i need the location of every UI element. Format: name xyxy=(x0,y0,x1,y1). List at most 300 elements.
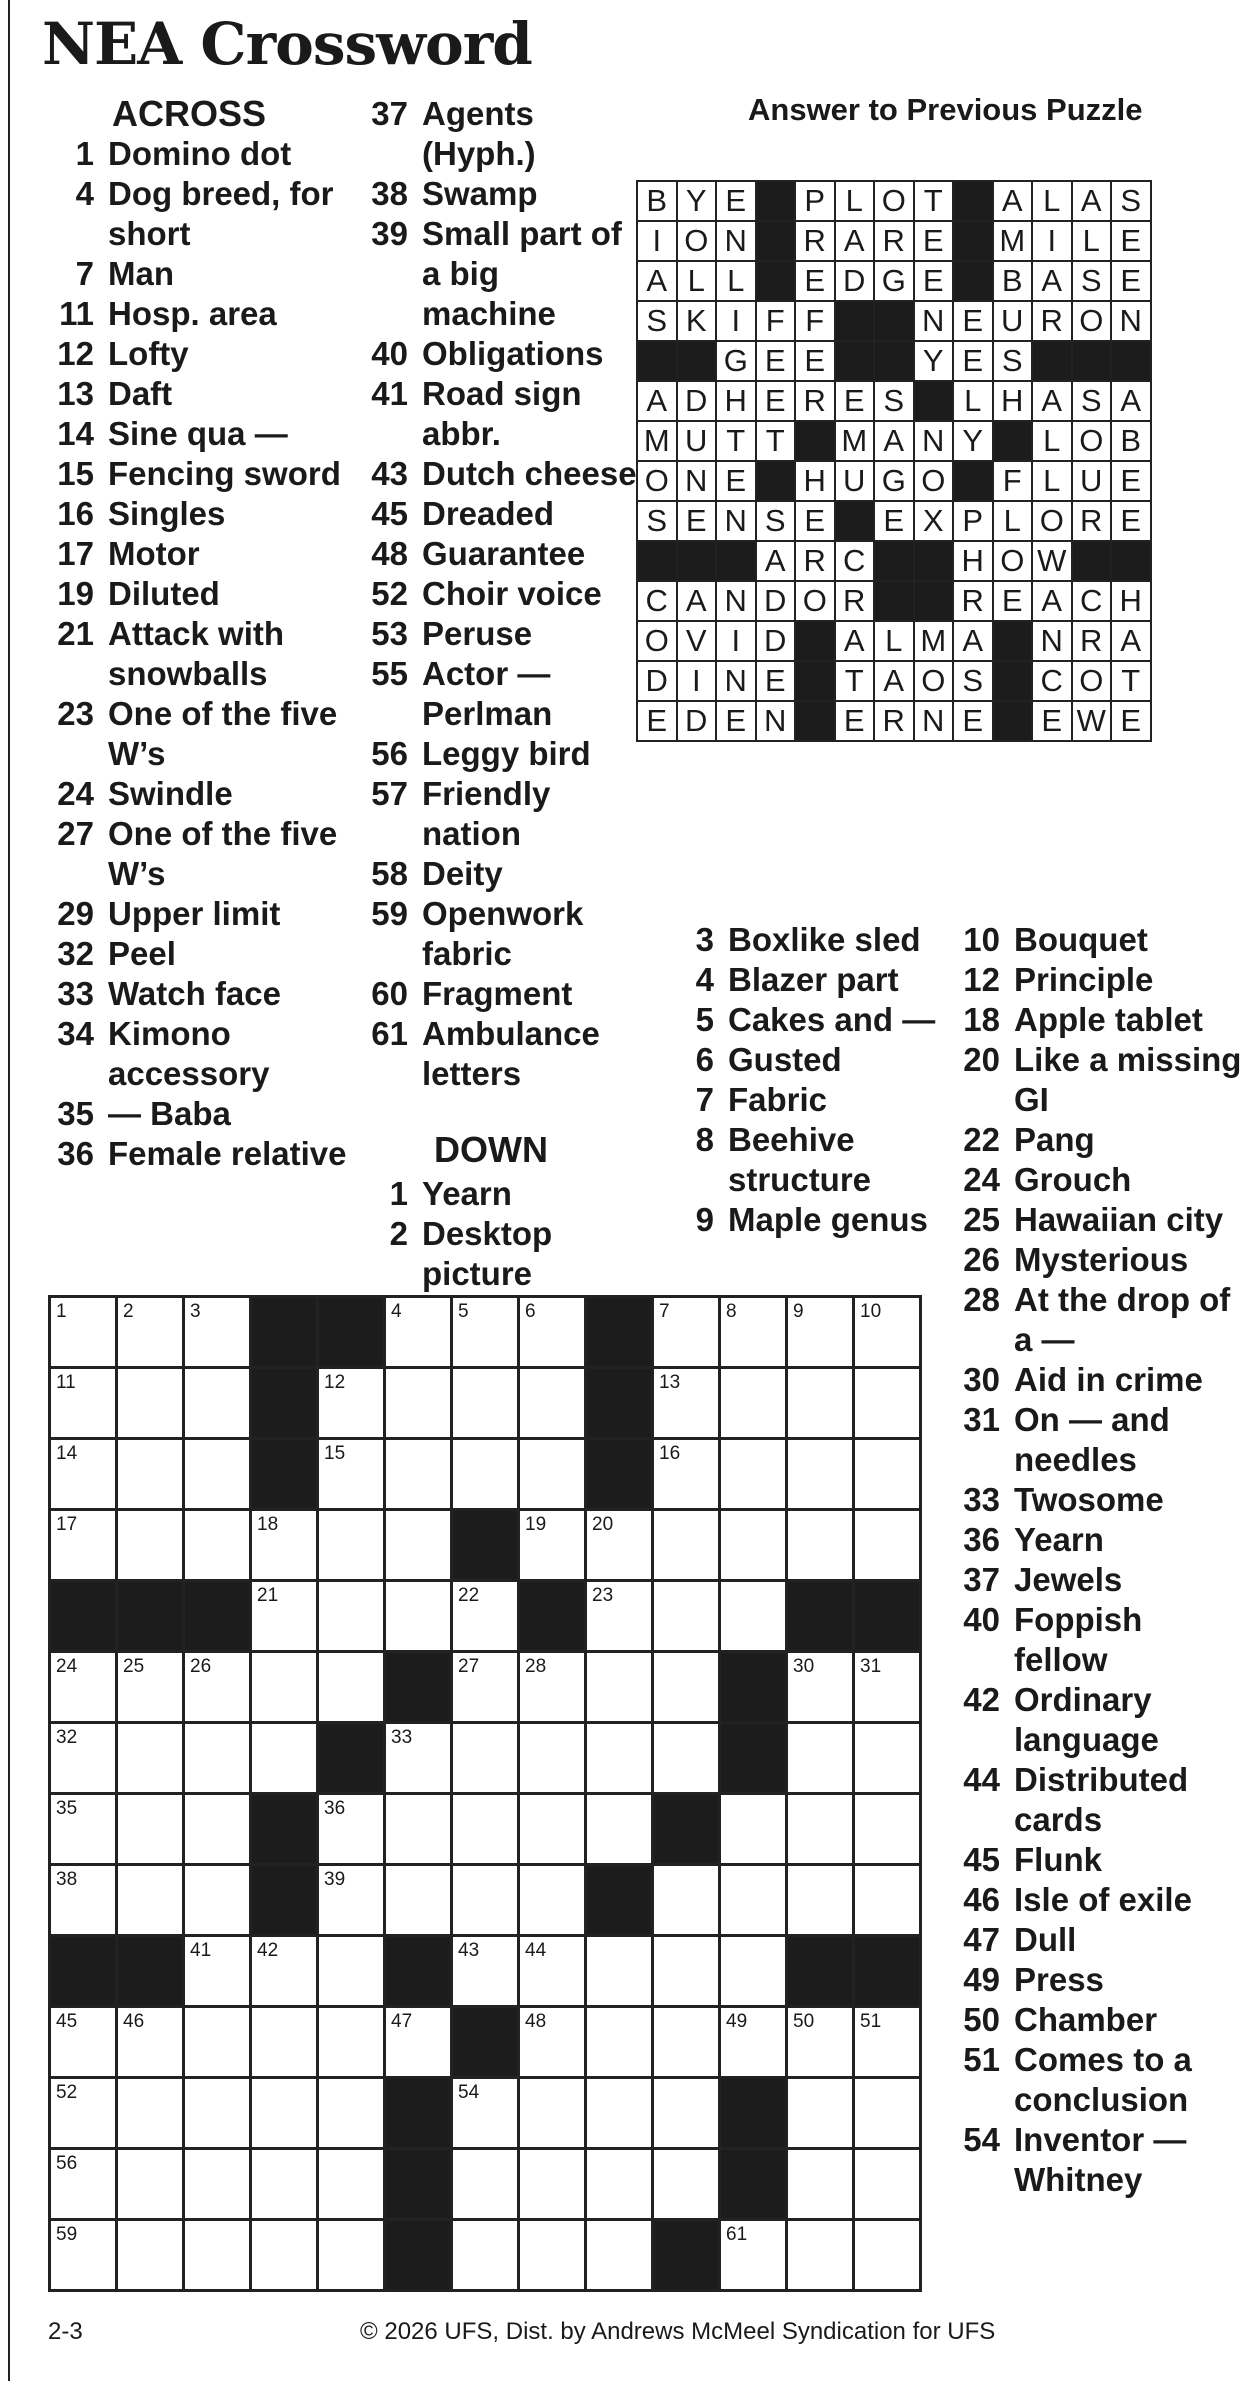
clue-item xyxy=(954,1560,1244,1600)
grid-cell[interactable] xyxy=(453,1724,520,1795)
clue-number: 6 xyxy=(695,1041,714,1078)
clue-number: 53 xyxy=(371,615,408,652)
grid-cell[interactable] xyxy=(51,1724,118,1795)
grid-cell[interactable] xyxy=(721,1866,788,1937)
grid-cell[interactable] xyxy=(51,1369,118,1440)
grid-cell[interactable] xyxy=(453,1653,520,1724)
grid-cell[interactable] xyxy=(855,1866,922,1937)
grid-cell[interactable] xyxy=(252,1937,319,2008)
grid-cell[interactable] xyxy=(185,1937,252,2008)
answer-letter-cell: C xyxy=(1073,582,1113,622)
clue-item xyxy=(358,214,638,334)
answer-letter-cell: Y xyxy=(915,342,955,382)
grid-cell[interactable] xyxy=(587,2221,654,2292)
grid-cell[interactable] xyxy=(587,2008,654,2079)
grid-row xyxy=(51,1866,922,1937)
cell-number: 61 xyxy=(726,2224,748,2245)
answer-letter-cell: E xyxy=(1112,702,1152,742)
grid-cell[interactable] xyxy=(788,1511,855,1582)
clue-text: Fencing sword xyxy=(108,455,341,492)
grid-cell[interactable] xyxy=(788,1440,855,1511)
answer-black-cell xyxy=(915,382,955,422)
clue-text: Guarantee xyxy=(422,535,586,572)
grid-cell[interactable] xyxy=(587,1582,654,1653)
answer-letter-cell: A xyxy=(1033,582,1073,622)
answer-black-cell xyxy=(875,342,915,382)
grid-cell[interactable] xyxy=(855,1440,922,1511)
answer-letter-cell: A xyxy=(836,222,876,262)
grid-cell[interactable] xyxy=(118,1298,185,1369)
clue-text: Mysterious xyxy=(1014,1241,1189,1278)
clue-item xyxy=(40,1134,350,1174)
grid-cell[interactable] xyxy=(788,1369,855,1440)
grid-cell[interactable] xyxy=(252,1582,319,1653)
clue-text: Chamber xyxy=(1014,2001,1158,2038)
clue-number: 23 xyxy=(57,695,94,732)
clue-number: 24 xyxy=(963,1161,1000,1198)
answer-black-cell xyxy=(836,342,876,382)
answer-black-cell xyxy=(1112,542,1152,582)
grid-cell[interactable] xyxy=(319,1653,386,1724)
grid-cell[interactable] xyxy=(520,1369,587,1440)
grid-cell[interactable] xyxy=(319,1866,386,1937)
answer-letter-cell: E xyxy=(796,342,836,382)
grid-cell[interactable] xyxy=(654,1653,721,1724)
clue-text: Comes to a conclusion xyxy=(1014,2041,1192,2118)
answer-letter-cell: N xyxy=(915,302,955,342)
cell-number: 21 xyxy=(257,1585,279,1606)
clue-item xyxy=(40,454,350,494)
grid-cell[interactable] xyxy=(453,1440,520,1511)
clue-item xyxy=(954,1280,1244,1360)
grid-cell[interactable] xyxy=(788,2008,855,2079)
answer-row xyxy=(638,222,1152,262)
grid-cell[interactable] xyxy=(587,2150,654,2221)
clue-item xyxy=(954,1120,1244,1160)
answer-black-cell xyxy=(915,542,955,582)
clue-item xyxy=(954,1400,1244,1480)
answer-letter-cell: R xyxy=(1033,302,1073,342)
cell-number: 44 xyxy=(525,1940,547,1961)
grid-cell[interactable] xyxy=(319,1582,386,1653)
clue-text: Domino dot xyxy=(108,135,292,172)
clue-item xyxy=(40,614,350,694)
clue-number: 61 xyxy=(371,1015,408,1052)
answer-letter-cell: A xyxy=(638,262,678,302)
clue-item xyxy=(358,574,638,614)
answer-letter-cell: T xyxy=(717,422,757,462)
grid-cell[interactable] xyxy=(51,1511,118,1582)
clue-number: 22 xyxy=(963,1121,1000,1158)
grid-cell[interactable] xyxy=(118,1866,185,1937)
answer-black-cell xyxy=(678,342,718,382)
grid-cell[interactable] xyxy=(386,1369,453,1440)
grid-cell[interactable] xyxy=(453,1298,520,1369)
grid-cell[interactable] xyxy=(721,1298,788,1369)
clue-number: 16 xyxy=(57,495,94,532)
grid-cell[interactable] xyxy=(453,1937,520,2008)
black-square xyxy=(788,1937,855,2008)
cell-number: 20 xyxy=(592,1514,614,1535)
grid-cell[interactable] xyxy=(51,1298,118,1369)
grid-cell[interactable] xyxy=(118,1795,185,1866)
grid-cell[interactable] xyxy=(319,2221,386,2292)
grid-cell[interactable] xyxy=(520,1866,587,1937)
grid-cell[interactable] xyxy=(453,2079,520,2150)
grid-cell[interactable] xyxy=(520,1937,587,2008)
grid-cell[interactable] xyxy=(118,1724,185,1795)
clue-item xyxy=(40,694,350,774)
grid-cell[interactable] xyxy=(587,2079,654,2150)
grid-cell[interactable] xyxy=(252,2008,319,2079)
grid-cell[interactable] xyxy=(51,2221,118,2292)
grid-cell[interactable] xyxy=(118,2150,185,2221)
cell-number: 28 xyxy=(525,1656,547,1677)
cell-number: 46 xyxy=(123,2011,145,2032)
grid-cell[interactable] xyxy=(654,1724,721,1795)
grid-cell[interactable] xyxy=(587,1795,654,1866)
left-rule xyxy=(8,0,10,2381)
clue-item xyxy=(358,894,638,974)
answer-black-cell xyxy=(954,182,994,222)
clue-item xyxy=(358,534,638,574)
grid-cell[interactable] xyxy=(118,1653,185,1724)
grid-cell[interactable] xyxy=(185,2079,252,2150)
answer-letter-cell: R xyxy=(875,222,915,262)
grid-cell[interactable] xyxy=(319,2008,386,2079)
grid-cell[interactable] xyxy=(788,1866,855,1937)
answer-letter-cell: H xyxy=(1112,582,1152,622)
answer-letter-cell: X xyxy=(915,502,955,542)
answer-row xyxy=(638,462,1152,502)
answer-letter-cell: O xyxy=(875,182,915,222)
clue-item xyxy=(660,920,950,960)
grid-cell[interactable] xyxy=(855,1795,922,1866)
grid-cell[interactable] xyxy=(721,2008,788,2079)
grid-row xyxy=(51,1653,922,1724)
black-square xyxy=(386,1937,453,2008)
answer-letter-cell: S xyxy=(757,502,797,542)
answer-letter-cell: H xyxy=(717,382,757,422)
grid-cell[interactable] xyxy=(252,2150,319,2221)
clue-text: Hosp. area xyxy=(108,295,277,332)
clue-text: Dull xyxy=(1014,1921,1077,1958)
grid-cell[interactable] xyxy=(252,2079,319,2150)
answer-letter-cell: E xyxy=(836,702,876,742)
clue-item xyxy=(954,1880,1244,1920)
black-square xyxy=(386,2150,453,2221)
grid-cell[interactable] xyxy=(319,1440,386,1511)
grid-cell[interactable] xyxy=(118,2221,185,2292)
clue-text: On — and needles xyxy=(1014,1401,1170,1478)
black-square xyxy=(788,1582,855,1653)
cell-number: 22 xyxy=(458,1585,480,1606)
grid-cell[interactable] xyxy=(386,1298,453,1369)
grid-cell[interactable] xyxy=(654,1866,721,1937)
grid-cell[interactable] xyxy=(51,2150,118,2221)
grid-cell[interactable] xyxy=(118,2008,185,2079)
grid-cell[interactable] xyxy=(252,1724,319,1795)
grid-cell[interactable] xyxy=(252,1511,319,1582)
grid-cell[interactable] xyxy=(185,1298,252,1369)
grid-cell[interactable] xyxy=(118,2079,185,2150)
clue-item xyxy=(40,534,350,574)
answer-letter-cell: L xyxy=(836,182,876,222)
grid-cell[interactable] xyxy=(319,1795,386,1866)
clue-item xyxy=(954,2040,1244,2120)
grid-cell[interactable] xyxy=(587,1511,654,1582)
answer-letter-cell: W xyxy=(1073,702,1113,742)
grid-cell[interactable] xyxy=(520,2008,587,2079)
grid-cell[interactable] xyxy=(520,2079,587,2150)
cell-number: 3 xyxy=(190,1301,201,1322)
grid-cell[interactable] xyxy=(453,1369,520,1440)
grid-cell[interactable] xyxy=(654,1369,721,1440)
grid-cell[interactable] xyxy=(654,2008,721,2079)
grid-cell[interactable] xyxy=(520,1511,587,1582)
grid-cell[interactable] xyxy=(118,1511,185,1582)
clue-text: — Baba xyxy=(108,1095,231,1132)
answer-row xyxy=(638,702,1152,742)
grid-cell[interactable] xyxy=(721,1440,788,1511)
clue-text: Aid in crime xyxy=(1014,1361,1203,1398)
answer-letter-cell: G xyxy=(875,462,915,502)
grid-cell[interactable] xyxy=(587,1724,654,1795)
grid-cell[interactable] xyxy=(855,2008,922,2079)
grid-cell[interactable] xyxy=(520,2150,587,2221)
answer-black-cell xyxy=(796,702,836,742)
down-column-3 xyxy=(954,920,1244,2200)
grid-cell[interactable] xyxy=(453,1866,520,1937)
grid-cell[interactable] xyxy=(587,1653,654,1724)
grid-cell[interactable] xyxy=(855,2079,922,2150)
grid-cell[interactable] xyxy=(185,1724,252,1795)
cell-number: 41 xyxy=(190,1940,212,1961)
grid-cell[interactable] xyxy=(721,1937,788,2008)
grid-cell[interactable] xyxy=(654,1582,721,1653)
cell-number: 56 xyxy=(56,2153,78,2174)
clue-text: At the drop of a — xyxy=(1014,1281,1231,1358)
cell-number: 18 xyxy=(257,1514,279,1535)
answer-letter-cell: E xyxy=(757,382,797,422)
clue-text: Ordinary language xyxy=(1014,1681,1159,1758)
clue-item xyxy=(40,934,350,974)
grid-cell[interactable] xyxy=(788,1795,855,1866)
clue-item xyxy=(660,1200,950,1240)
clue-number: 40 xyxy=(371,335,408,372)
grid-row xyxy=(51,1511,922,1582)
grid-cell[interactable] xyxy=(654,1298,721,1369)
grid-cell[interactable] xyxy=(453,2221,520,2292)
answer-letter-cell: Y xyxy=(954,422,994,462)
black-square xyxy=(51,1937,118,2008)
clue-number: 20 xyxy=(963,1041,1000,1078)
grid-cell[interactable] xyxy=(386,1795,453,1866)
clue-number: 27 xyxy=(57,815,94,852)
grid-cell[interactable] xyxy=(185,1369,252,1440)
grid-cell[interactable] xyxy=(520,1795,587,1866)
grid-cell[interactable] xyxy=(520,1653,587,1724)
grid-cell[interactable] xyxy=(386,1511,453,1582)
answer-letter-cell: A xyxy=(994,182,1034,222)
grid-cell[interactable] xyxy=(386,1724,453,1795)
answer-letter-cell: R xyxy=(1073,502,1113,542)
clue-number: 33 xyxy=(963,1481,1000,1518)
answer-letter-cell: N xyxy=(1112,302,1152,342)
grid-cell[interactable] xyxy=(386,1866,453,1937)
grid-cell[interactable] xyxy=(654,1937,721,2008)
cell-number: 59 xyxy=(56,2224,78,2245)
answer-letter-cell: L xyxy=(994,502,1034,542)
grid-cell[interactable] xyxy=(252,2221,319,2292)
grid-cell[interactable] xyxy=(51,1653,118,1724)
answer-letter-cell: D xyxy=(836,262,876,302)
cell-number: 19 xyxy=(525,1514,547,1535)
grid-cell[interactable] xyxy=(855,1298,922,1369)
grid-cell[interactable] xyxy=(520,1298,587,1369)
answer-black-cell xyxy=(796,622,836,662)
answer-letter-cell: T xyxy=(757,422,797,462)
grid-cell[interactable] xyxy=(520,1724,587,1795)
grid-cell[interactable] xyxy=(788,2150,855,2221)
grid-cell[interactable] xyxy=(51,1866,118,1937)
grid-cell[interactable] xyxy=(51,1795,118,1866)
grid-cell[interactable] xyxy=(788,2079,855,2150)
grid-cell[interactable] xyxy=(118,1369,185,1440)
grid-cell[interactable] xyxy=(721,1369,788,1440)
black-square xyxy=(118,1937,185,2008)
clue-number: 36 xyxy=(963,1521,1000,1558)
grid-cell[interactable] xyxy=(51,2079,118,2150)
answer-letter-cell: M xyxy=(994,222,1034,262)
answer-black-cell xyxy=(1073,342,1113,382)
answer-letter-cell: K xyxy=(678,302,718,342)
grid-cell[interactable] xyxy=(453,2150,520,2221)
grid-cell[interactable] xyxy=(855,1511,922,1582)
clue-item xyxy=(40,894,350,934)
grid-cell[interactable] xyxy=(855,2150,922,2221)
grid-cell[interactable] xyxy=(855,1724,922,1795)
answer-letter-cell: T xyxy=(836,662,876,702)
grid-cell[interactable] xyxy=(386,1440,453,1511)
black-square xyxy=(721,2079,788,2150)
grid-cell[interactable] xyxy=(51,2008,118,2079)
grid-cell[interactable] xyxy=(319,2079,386,2150)
answer-letter-cell: O xyxy=(1073,422,1113,462)
grid-cell[interactable] xyxy=(118,1440,185,1511)
answer-letter-cell: I xyxy=(1033,222,1073,262)
black-square xyxy=(252,1298,319,1369)
grid-cell[interactable] xyxy=(788,1653,855,1724)
grid-cell[interactable] xyxy=(520,1440,587,1511)
grid-cell[interactable] xyxy=(185,1795,252,1866)
grid-cell[interactable] xyxy=(654,1511,721,1582)
grid-cell[interactable] xyxy=(587,1937,654,2008)
grid-cell[interactable] xyxy=(654,2150,721,2221)
answer-letter-cell: E xyxy=(1112,462,1152,502)
clue-item xyxy=(358,1214,638,1294)
answer-letter-cell: E xyxy=(717,182,757,222)
clue-item xyxy=(954,920,1244,960)
clue-text: Blazer part xyxy=(728,961,899,998)
grid-cell[interactable] xyxy=(319,1937,386,2008)
clue-number: 45 xyxy=(371,495,408,532)
across-clue-list-1 xyxy=(40,134,350,1174)
grid-cell[interactable] xyxy=(453,1795,520,1866)
answer-letter-cell: E xyxy=(678,502,718,542)
grid-cell[interactable] xyxy=(319,2150,386,2221)
clue-text: Attack with snowballs xyxy=(108,615,285,692)
grid-cell[interactable] xyxy=(654,1440,721,1511)
grid-cell[interactable] xyxy=(185,1866,252,1937)
cell-number: 39 xyxy=(324,1869,346,1890)
grid-cell[interactable] xyxy=(51,1440,118,1511)
page-title: NEA Crossword xyxy=(42,10,532,78)
answer-black-cell xyxy=(638,342,678,382)
answer-letter-cell: L xyxy=(1073,222,1113,262)
clue-number: 45 xyxy=(963,1841,1000,1878)
grid-cell[interactable] xyxy=(721,2221,788,2292)
clue-text: One of the five W’s xyxy=(108,695,338,772)
grid-cell[interactable] xyxy=(654,2079,721,2150)
answer-black-cell xyxy=(836,502,876,542)
answer-letter-cell: E xyxy=(796,502,836,542)
answer-letter-cell: U xyxy=(1073,462,1113,502)
clue-item xyxy=(660,1000,950,1040)
grid-cell[interactable] xyxy=(855,1653,922,1724)
grid-cell[interactable] xyxy=(185,1511,252,1582)
answer-black-cell xyxy=(875,582,915,622)
grid-cell[interactable] xyxy=(185,2008,252,2079)
clue-number: 33 xyxy=(57,975,94,1012)
answer-letter-cell: M xyxy=(836,422,876,462)
down-heading: DOWN xyxy=(434,1129,548,1170)
black-square xyxy=(587,1369,654,1440)
grid-cell[interactable] xyxy=(788,1724,855,1795)
answer-black-cell xyxy=(757,462,797,502)
grid-cell[interactable] xyxy=(319,1511,386,1582)
grid-cell[interactable] xyxy=(319,1369,386,1440)
clue-item xyxy=(40,374,350,414)
grid-cell[interactable] xyxy=(855,2221,922,2292)
cell-number: 6 xyxy=(525,1301,536,1322)
clue-number: 36 xyxy=(57,1135,94,1172)
grid-cell[interactable] xyxy=(855,1369,922,1440)
grid-cell[interactable] xyxy=(520,2221,587,2292)
puzzle-grid xyxy=(48,1295,922,2292)
grid-cell[interactable] xyxy=(721,1582,788,1653)
answer-letter-cell: B xyxy=(1112,422,1152,462)
grid-cell[interactable] xyxy=(453,1582,520,1653)
grid-cell[interactable] xyxy=(386,2008,453,2079)
grid-cell[interactable] xyxy=(788,1298,855,1369)
clue-item xyxy=(954,1960,1244,2000)
grid-cell[interactable] xyxy=(185,2221,252,2292)
grid-cell[interactable] xyxy=(185,1440,252,1511)
clue-number: 5 xyxy=(695,1001,714,1038)
grid-cell[interactable] xyxy=(386,1582,453,1653)
grid-cell[interactable] xyxy=(721,1795,788,1866)
grid-cell[interactable] xyxy=(185,1653,252,1724)
clue-text: Obligations xyxy=(422,335,604,372)
grid-cell[interactable] xyxy=(788,2221,855,2292)
grid-cell[interactable] xyxy=(252,1653,319,1724)
grid-cell[interactable] xyxy=(721,1511,788,1582)
answer-letter-cell: R xyxy=(875,702,915,742)
answer-letter-cell: A xyxy=(875,422,915,462)
answer-black-cell xyxy=(954,222,994,262)
grid-cell[interactable] xyxy=(185,2150,252,2221)
